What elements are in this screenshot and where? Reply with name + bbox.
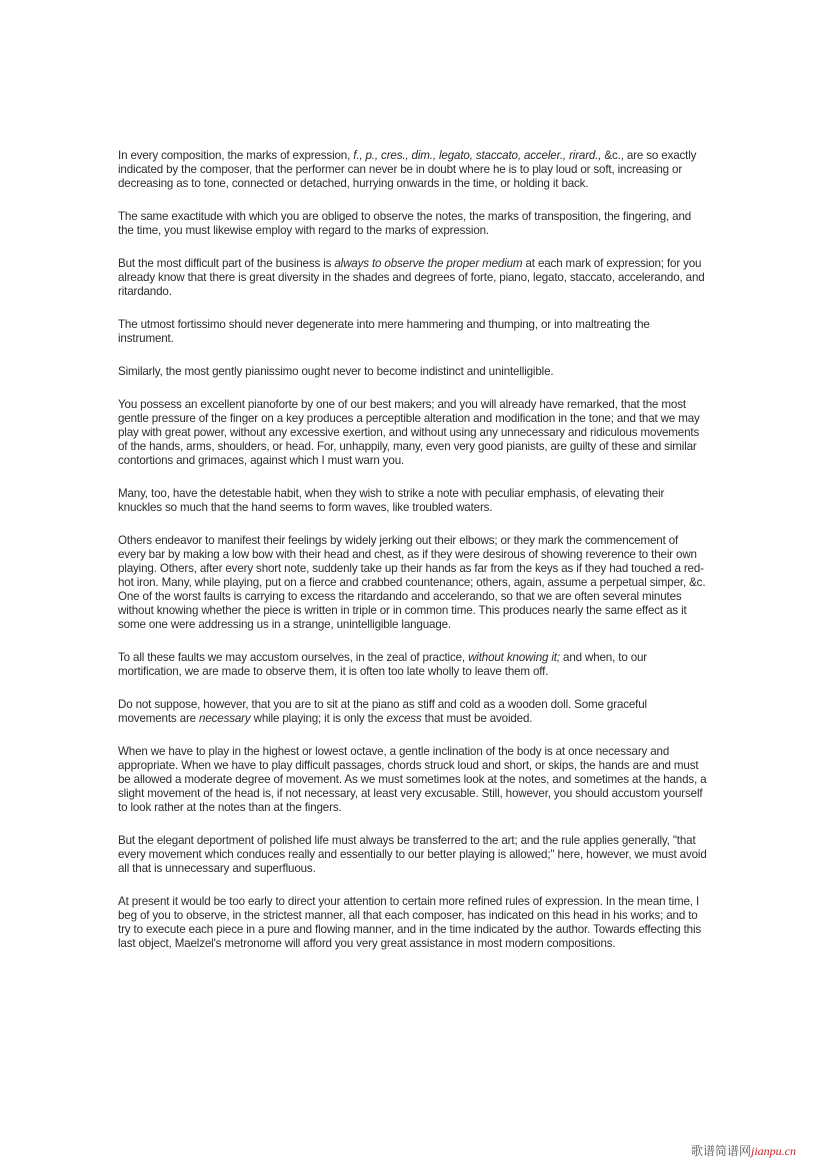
paragraph xyxy=(118,745,708,815)
text-run: Others endeavor to manifest their feelings by widely jerking out their elbows; or they mark the commencement of every bar by making a low bow with their head and chest, as if they were desirous of showing reverence to their own playing. Others, after every short note, suddenly take up their hands as far from the keys as if they had touched a red-hot iron. Many, while playing, put on a fierce and crabbed countenance; others, again, assume a perpetual simper, &c. One of the worst faults is carrying to excess the ritardando and accelerando, so that we are often several minutes without knowing whether the piece is written in triple or in common time. This produces nearly the same effect as it some one were addressing us in a strange, unintelligible language. xyxy=(118,534,706,631)
italic-text-run: without knowing it; xyxy=(468,651,560,664)
text-run: But the most difficult part of the business is xyxy=(118,257,335,270)
text-run: &c., are so exactly indicated by the composer, that the performer can never be in doubt where he is to play loud or soft, increasing or decreasing as to tone, connected or detached, hurrying onwards in the time, or holding it back. xyxy=(118,149,697,190)
text-run: and when, to our mortification, we are made to observe them, it is often too late wholly to leave them off. xyxy=(118,651,647,678)
text-run: In every composition, the marks of expression, xyxy=(118,149,354,162)
text-run: Many, too, have the detestable habit, when they wish to strike a note with peculiar emphasis, of elevating their knuckles so much that the hand seems to form waves, like troubled waters. xyxy=(118,487,665,514)
watermark-site-name: 歌谱简谱网 xyxy=(690,1144,751,1158)
text-run: But the elegant deportment of polished life must always be transferred to the art; and the rule applies generally, "that every movement which conduces really and essentially to our better playing is allowed;" here, however, we must avoid all that is unnecessary and superfluous. xyxy=(118,834,707,875)
paragraph xyxy=(118,651,708,679)
paragraph xyxy=(118,698,708,726)
watermark-domain: jianpu.cn xyxy=(751,1144,796,1158)
paragraph xyxy=(118,487,708,515)
paragraph xyxy=(118,210,708,238)
paragraph xyxy=(118,318,708,346)
text-run: while playing; it is only the xyxy=(250,712,387,725)
text-run: At present it would be too early to direct your attention to certain more refined rules of expression. In the mean time, I beg of you to observe, in the strictest manner, all that each composer, has indicated on this head in his works; and to try to execute each piece in a pure and flowing manner, and in the time indicated by the author. Towards effecting this last object, Maelzel's metronome will afford you very great assistance in most modern compositions. xyxy=(118,895,702,950)
paragraph xyxy=(118,365,708,379)
paragraph xyxy=(118,895,708,951)
paragraph xyxy=(118,398,708,468)
site-watermark xyxy=(691,1142,796,1159)
text-run: To all these faults we may accustom ourselves, in the zeal of practice, xyxy=(118,651,469,664)
text-run: that must be avoided. xyxy=(421,712,533,725)
text-run: at each mark of expression; for you already know that there is great diversity in the shades and degrees of forte, piano, legato, staccato, accelerando, and ritardando. xyxy=(118,257,705,298)
paragraph xyxy=(118,534,708,632)
italic-text-run: f., p., cres., dim., legato, staccato, acceler., rirard., xyxy=(353,149,602,162)
text-run: Similarly, the most gently pianissimo ought never to become indistinct and unintelligible. xyxy=(118,365,554,378)
text-run: Do not suppose, however, that you are to sit at the piano as stiff and cold as a wooden doll. Some graceful movements are xyxy=(118,698,647,725)
text-run: When we have to play in the highest or lowest octave, a gentle inclination of the body is at once necessary and appropriate. When we have to play difficult passages, chords struck loud and short, or skips, the hands are and must be allowed a moderate degree of movement. As we must sometimes look at the notes, and sometimes at the hands, a slight movement of the head is, if not necessary, at least very excusable. Still, however, you should accustom yourself to look rather at the notes than at the fingers. xyxy=(118,745,707,814)
italic-text-run: excess xyxy=(386,712,422,725)
italic-text-run: always to observe the proper medium xyxy=(334,257,523,270)
paragraph xyxy=(118,834,708,876)
text-run: The same exactitude with which you are obliged to observe the notes, the marks of transposition, the fingering, and the time, you must likewise employ with regard to the marks of expression. xyxy=(118,210,692,237)
text-run: The utmost fortissimo should never degenerate into mere hammering and thumping, or into maltreating the instrument. xyxy=(118,318,650,345)
document-body xyxy=(118,149,708,970)
text-run: You possess an excellent pianoforte by one of our best makers; and you will already have remarked, that the most gentle pressure of the finger on a key produces a perceptible alteration and modification in the tone; and that we may play with great power, without any excessive exertion, and without using any unnecessary and ridiculous movements of the hands, arms, shoulders, or head. For, unhappily, many, even very good pianists, are guilty of these and similar contortions and grimaces, against which I must warn you. xyxy=(118,398,700,467)
italic-text-run: necessary xyxy=(199,712,251,725)
paragraph xyxy=(118,257,708,299)
paragraph xyxy=(118,149,708,191)
